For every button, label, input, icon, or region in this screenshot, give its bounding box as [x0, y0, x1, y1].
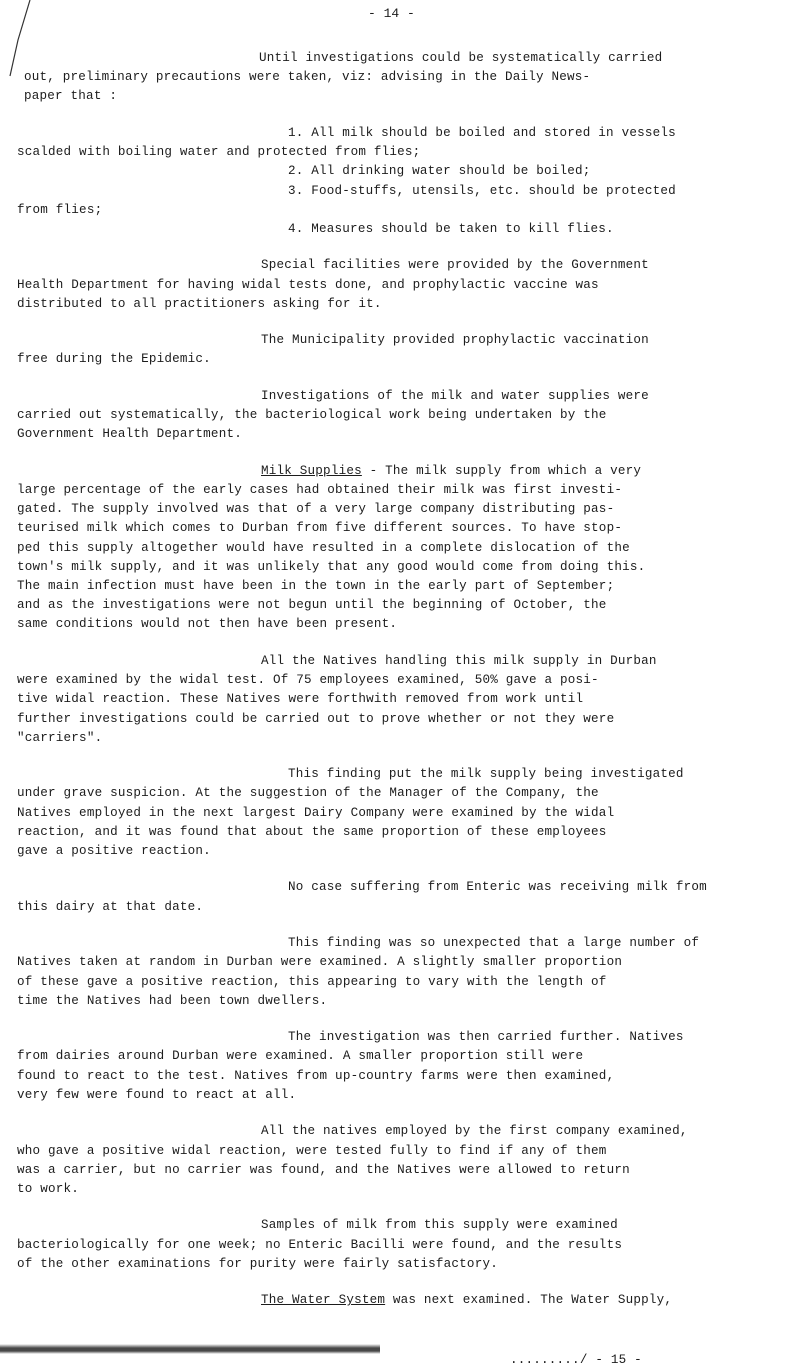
- text-line: scalded with boiling water and protected from flies;: [17, 145, 421, 160]
- text-line: Investigations of the milk and water supplies were: [261, 388, 649, 403]
- water-system-paragraph-start: [261, 1292, 672, 1308]
- text-line: time the Natives had been town dwellers.: [17, 993, 328, 1008]
- milk-supplies-heading: Milk Supplies: [261, 463, 362, 478]
- text-line: The main infection must have been in the town in the early part of September;: [17, 579, 615, 593]
- text-line: Government Health Department.: [17, 427, 242, 442]
- text-line: very few were found to react at all.: [17, 1087, 297, 1102]
- text-line: same conditions would not then have been present.: [17, 617, 398, 632]
- text-line: No case suffering from Enteric was receiving milk from: [288, 880, 707, 895]
- text-line: This finding put the milk supply being investigated: [288, 767, 684, 782]
- text-line: bacteriologically for one week; no Enteric Bacilli were found, and the results: [17, 1237, 623, 1252]
- text-line: gave a positive reaction.: [17, 844, 211, 858]
- text-line: All the Natives handling this milk supply in Durban: [261, 653, 657, 668]
- text-line: free during the Epidemic.: [17, 352, 211, 367]
- milk-supplies-paragraph-start: [261, 463, 641, 479]
- text-line: further investigations could be carried out to prove whether or not they were: [17, 711, 615, 726]
- text-line: from dairies around Durban were examined. A smaller proportion still were: [17, 1049, 584, 1064]
- text-line: Health Department for having widal tests done, and prophylactic vaccine was: [17, 277, 599, 292]
- text-line: distributed to all practitioners asking for it.: [17, 296, 382, 311]
- text-line: out, preliminary precautions were taken, viz: advising in the Daily News-: [24, 70, 591, 85]
- list-item: 1. All milk should be boiled and stored in vessels: [288, 125, 676, 140]
- text-line: Samples of milk from this supply were examined: [261, 1218, 618, 1233]
- footer-continuation: ........./ - 15 -: [510, 1353, 642, 1367]
- text-line: of these gave a positive reaction, this appearing to vary with the length of: [17, 974, 607, 989]
- text-line: to work.: [17, 1181, 80, 1196]
- text-run: was next examined. The Water Supply,: [385, 1293, 673, 1308]
- text-line: of the other examinations for purity were fairly satisfactory.: [17, 1256, 498, 1271]
- text-line: Natives employed in the next largest Dairy Company were examined by the widal: [17, 805, 615, 820]
- text-line: All the natives employed by the first company examined,: [261, 1124, 688, 1139]
- text-line: Natives taken at random in Durban were examined. A slightly smaller proportion: [17, 955, 623, 970]
- text-line: "carriers".: [17, 730, 103, 745]
- list-item: 2. All drinking water should be boiled;: [288, 164, 591, 179]
- text-line: carried out systematically, the bacteriological work being undertaken by the: [17, 408, 607, 423]
- text-line: reaction, and it was found that about the same proportion of these employees: [17, 824, 607, 839]
- text-line: tive widal reaction. These Natives were forthwith removed from work until: [17, 692, 584, 707]
- list-item: 4. Measures should be taken to kill flies.: [288, 221, 614, 236]
- text-line: This finding was so unexpected that a large number of: [288, 936, 700, 951]
- text-line: who gave a positive widal reaction, were tested fully to find if any of them: [17, 1143, 607, 1158]
- text-line: was a carrier, but no carrier was found, and the Natives were allowed to return: [17, 1162, 630, 1177]
- scan-smudge: [0, 1344, 380, 1354]
- text-line: found to react to the test. Natives from up-country farms were then examined,: [17, 1068, 615, 1083]
- text-line: under grave suspicion. At the suggestion of the Manager of the Company, the: [17, 786, 599, 801]
- text-line: were examined by the widal test. Of 75 employees examined, 50% gave a posi-: [17, 673, 599, 688]
- text-line: The investigation was then carried further. Natives: [288, 1030, 684, 1045]
- text-line: paper that :: [24, 89, 118, 104]
- text-run: - The milk supply from which a very: [361, 463, 642, 478]
- page-edge-mark: [0, 0, 40, 80]
- text-line: large percentage of the early cases had obtained their milk was first investi-: [17, 483, 623, 497]
- text-line: The Municipality provided prophylactic vaccination: [261, 333, 649, 348]
- text-line: Special facilities were provided by the Government: [261, 258, 649, 273]
- list-item: 3. Food-stuffs, utensils, etc. should be protected: [288, 183, 676, 198]
- text-line: ped this supply altogether would have resulted in a complete dislocation of the: [17, 540, 630, 555]
- text-line: teurised milk which comes to Durban from five different sources. To have stop-: [17, 521, 623, 536]
- text-line: this dairy at that date.: [17, 899, 204, 914]
- page-number: - 14 -: [368, 6, 415, 21]
- text-line: and as the investigations were not begun until the beginning of October, the: [17, 598, 607, 613]
- water-system-heading: The Water System: [261, 1293, 386, 1308]
- text-line: gated. The supply involved was that of a very large company distributing pas-: [17, 502, 615, 517]
- text-line: town's milk supply, and it was unlikely that any good would come from doing this.: [17, 559, 646, 574]
- text-line: from flies;: [17, 202, 103, 217]
- text-line: Until investigations could be systematically carried: [259, 51, 663, 65]
